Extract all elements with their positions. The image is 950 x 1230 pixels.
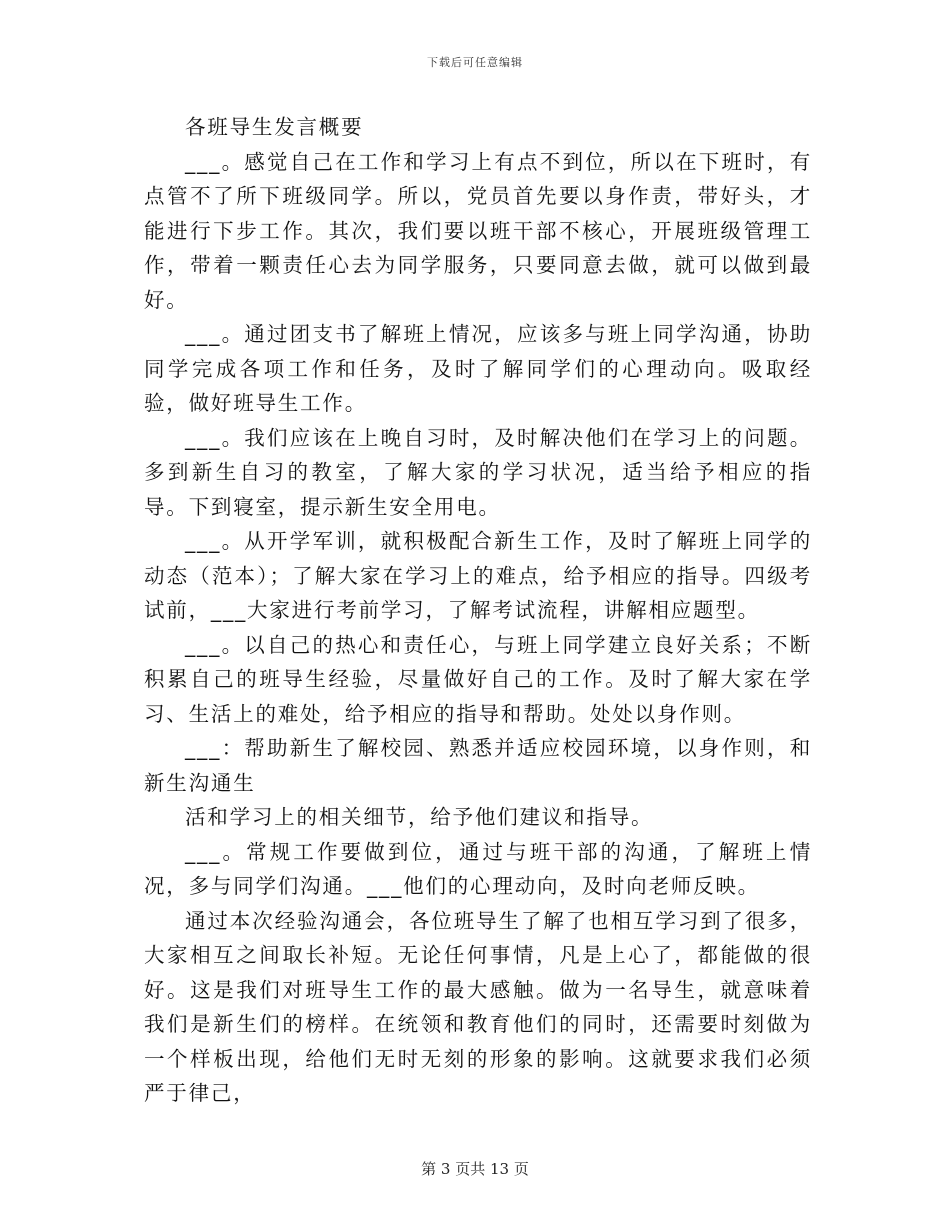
paragraph: ___。我们应该在上晚自习时，及时解决他们在学习上的问题。多到新生自习的教室，了解大家的学习状况，适当给予相应的指导。下到寝室，提示新生安全用电。 (144, 425, 812, 519)
page-header: 下载后可任意编辑 (427, 56, 523, 69)
document-title: 各班导生发言概要 (185, 115, 364, 139)
paragraph: 通过本次经验沟通会，各位班导生了解了也相互学习到了很多，大家相互之间取长补短。无论任何事情，凡是上心了，都能做的很好。这是我们对班导生工作的最大感触。做为一名导生，就意味着我们是新生们的榜样。在统领和教育他们的同时，还需要时刻做为一个样板出现，给他们无时无刻的形象的影响。这就要求我们必须严于律己， (144, 908, 812, 1105)
paragraph: ___。常规工作要做到位，通过与班干部的沟通，了解班上情况，多与同学们沟通。___他们的心理动向，及时向老师反映。 (144, 839, 812, 898)
paragraph: ___。通过团支书了解班上情况，应该多与班上同学沟通，协助同学完成各项工作和任务，及时了解同学们的心理动向。吸取经验，做好班导生工作。 (144, 322, 812, 415)
paragraph: ___。从开学军训，就积极配合新生工作，及时了解班上同学的动态（范本）；了解大家在学习上的难点，给予相应的指导。四级考试前，___大家进行考前学习，了解考试流程，讲解相应题型。 (144, 529, 812, 622)
paragraph: ___：帮助新生了解校园、熟悉并适应校园环境，以身作则，和新生沟通生 (144, 736, 812, 795)
document-body (144, 110, 812, 1111)
page-number: 第 3 页共 13 页 (421, 1160, 529, 1178)
paragraph: ___。以自己的热心和责任心，与班上同学建立良好关系；不断积累自己的班导生经验，尽量做好自己的工作。及时了解大家在学习、生活上的难处，给予相应的指导和帮助。处处以身作则。 (144, 632, 812, 726)
paragraph: 活和学习上的相关细节，给予他们建议和指导。 (185, 805, 654, 829)
paragraph: ___。感觉自己在工作和学习上有点不到位，所以在下班时，有点管不了所下班级同学。所以，党员首先要以身作责，带好头，才能进行下步工作。其次，我们要以班干部不核心，开展班级管理工作，带着一颗责任心去为同学服务，只要同意去做，就可以做到最好。 (144, 149, 812, 312)
